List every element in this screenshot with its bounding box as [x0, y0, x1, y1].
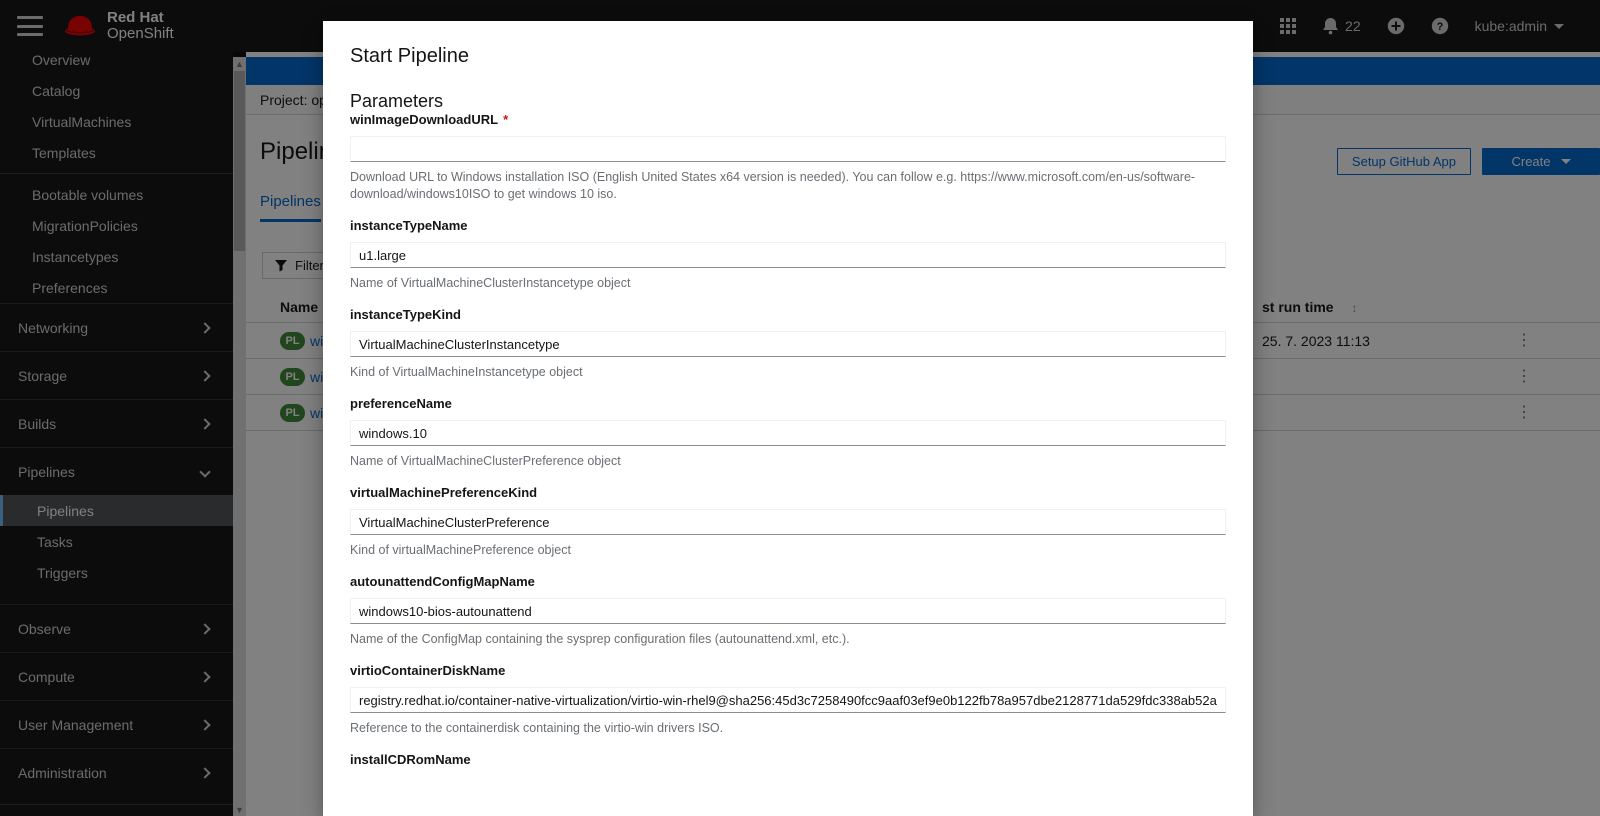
- field-label: preferenceName: [350, 396, 452, 411]
- field-label: virtualMachinePreferenceKind: [350, 485, 538, 500]
- virtiocontainerdiskname-input[interactable]: [350, 687, 1226, 713]
- winimagedownloadurl-input[interactable]: [350, 136, 1226, 162]
- field-help: Name of the ConfigMap containing the sysprep configuration files (autounattend.xml, etc.).: [350, 632, 850, 646]
- field-help: Kind of virtualMachinePreference object: [350, 543, 571, 557]
- field-help: Name of VirtualMachineClusterPreference object: [350, 454, 621, 468]
- field-label: installCDRomName: [350, 752, 471, 767]
- field-label: instanceTypeName: [350, 218, 468, 233]
- field-label: autounattendConfigMapName: [350, 574, 535, 589]
- instancetypekind-input[interactable]: [350, 331, 1226, 357]
- field-help: Kind of VirtualMachineInstancetype object: [350, 365, 583, 379]
- preferencename-input[interactable]: [350, 420, 1226, 446]
- field-help: Download URL to Windows installation ISO (English United States x64 version is needed). You can follow e.g. https://www.microsoft.com/en-us/software-download/windows10ISO to get windows 10 iso.: [350, 170, 1196, 201]
- form-group-installcdromname: [350, 752, 1226, 767]
- field-label: winImageDownloadURL *: [350, 112, 509, 127]
- form-group-virtualmachinepreferencekind: [350, 485, 1226, 559]
- form-group-autounattendconfigmapname: [350, 574, 1226, 648]
- modal-title: Start Pipeline: [350, 45, 469, 67]
- field-help: Name of VirtualMachineClusterInstancetype object: [350, 276, 631, 290]
- field-label: instanceTypeKind: [350, 307, 462, 322]
- field-help: Reference to the containerdisk containing the virtio-win drivers ISO.: [350, 721, 724, 735]
- virtualmachinepreferencekind-input[interactable]: [350, 509, 1226, 535]
- required-asterisk: *: [503, 112, 509, 127]
- form-group-virtiocontainerdiskname: [350, 663, 1226, 737]
- autounattendconfigmapname-input[interactable]: [350, 598, 1226, 624]
- form-group-winimagedownloadurl: [350, 112, 1226, 203]
- instancetypename-input[interactable]: [350, 242, 1226, 268]
- form-group-preferencename: [350, 396, 1226, 470]
- parameters-section-title: Parameters: [350, 91, 444, 111]
- start-pipeline-modal: [323, 21, 1253, 816]
- form-group-instancetypekind: [350, 307, 1226, 381]
- form-group-instancetypename: [350, 218, 1226, 292]
- field-label: virtioContainerDiskName: [350, 663, 506, 678]
